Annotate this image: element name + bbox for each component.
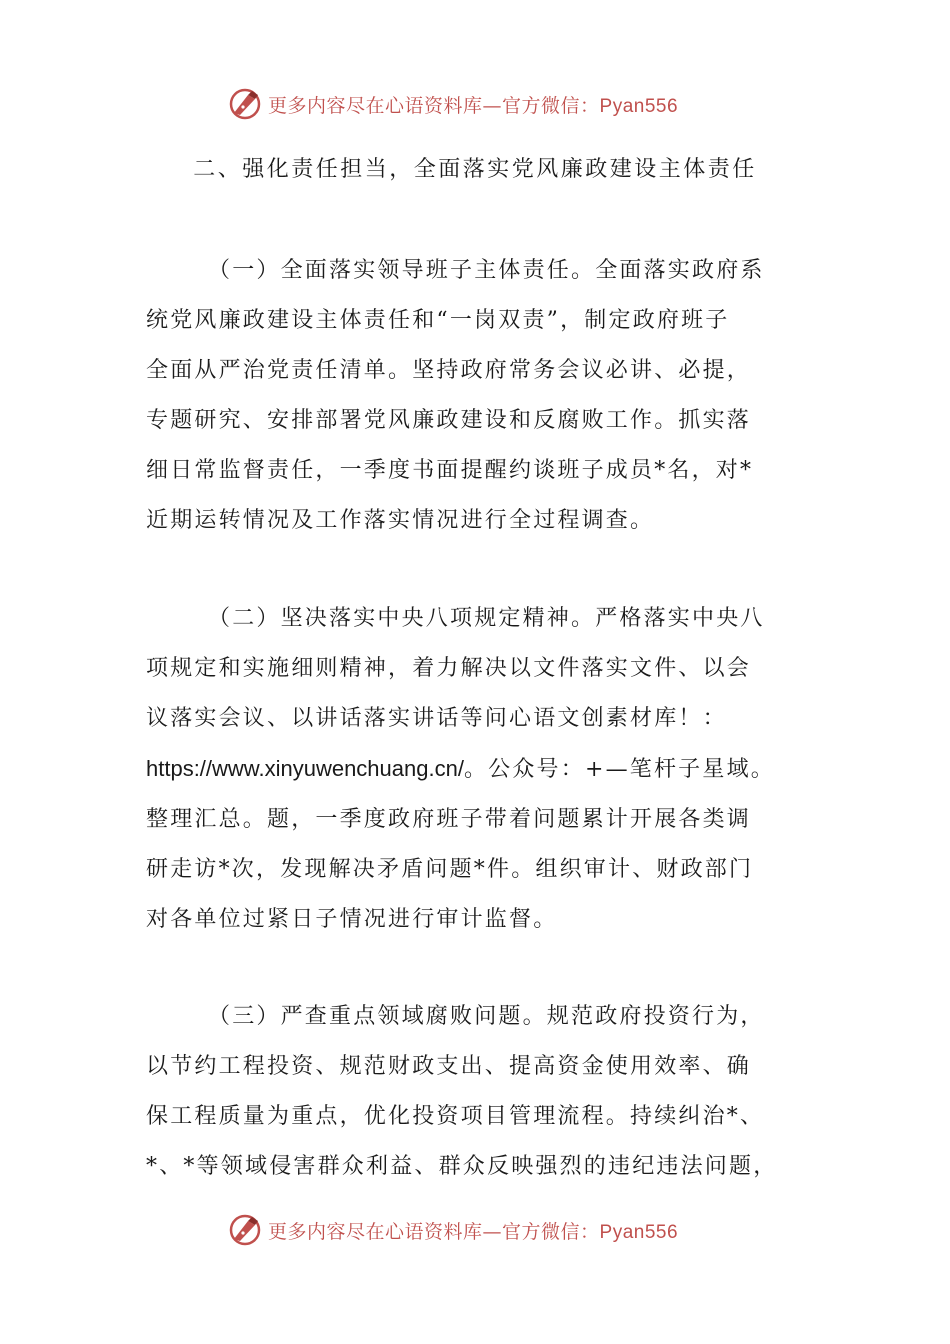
paragraph-line: 项规定和实施细则精神，着力解决以文件落实文件、以会 <box>146 656 752 681</box>
paragraph-line: 议落实会议、以讲话落实讲话等问心语文创素材库！： <box>146 706 727 731</box>
section-title: 二、强化责任担当，全面落实党风廉政建设主体责任 <box>193 157 757 182</box>
paragraph-line: 整理汇总。题，一季度政府班子带着问题累计开展各类调 <box>146 807 752 832</box>
website-link[interactable]: https://www.xinyuwenchuang.cn/ <box>146 756 464 781</box>
paragraph-line: 保工程质量为重点，优化投资项目管理流程。持续纠治*、 <box>146 1104 765 1129</box>
paragraph-line: 统党风廉政建设主体责任和“一岗双责”，制定政府班子 <box>146 308 730 333</box>
paragraph-line: 专题研究、安排部署党风廉政建设和反腐败工作。抓实落 <box>146 408 752 433</box>
paragraph-1 <box>146 246 826 546</box>
paragraph-3 <box>146 992 826 1192</box>
paragraph-line: 以节约工程投资、规范财政支出、提高资金使用效率、确 <box>146 1054 752 1079</box>
watermark-text: 更多内容尽在心语资料库—官方微信：Pyan556 <box>268 1220 679 1243</box>
watermark-text: 更多内容尽在心语资料库—官方微信：Pyan556 <box>268 94 679 117</box>
paragraph-line: 对各单位过紧日子情况进行审计监督。 <box>146 907 558 932</box>
paragraph-line: （三）严查重点领域腐败问题。规范政府投资行为， <box>208 1004 765 1029</box>
paragraph-2 <box>146 594 826 945</box>
paragraph-line: （二）坚决落实中央八项规定精神。严格落实中央八 <box>208 606 765 631</box>
pen-nib-logo-icon <box>228 87 262 121</box>
paragraph-line: 研走访*次，发现解决矛盾问题*件。组织审计、财政部门 <box>146 857 754 882</box>
paragraph-line: 近期运转情况及工作落实情况进行全过程调查。 <box>146 508 655 533</box>
paragraph-line: 细日常监督责任，一季度书面提醒约谈班子成员*名，对* <box>146 458 754 483</box>
pen-nib-logo-icon <box>228 1213 262 1247</box>
paragraph-line: 全面从严治党责任清单。坚持政府常务会议必讲、必提， <box>146 358 752 383</box>
wechat-account-text: 。公众号：+—笔杆子星域。 <box>463 757 775 782</box>
paragraph-line: *、*等领域侵害群众利益、群众反映强烈的违纪违法问题， <box>146 1154 778 1179</box>
watermark-banner-top <box>228 84 748 124</box>
watermark-banner-bottom <box>228 1210 748 1250</box>
paragraph-line-url <box>146 744 826 795</box>
paragraph-line: （一）全面落实领导班子主体责任。全面落实政府系 <box>208 258 765 283</box>
